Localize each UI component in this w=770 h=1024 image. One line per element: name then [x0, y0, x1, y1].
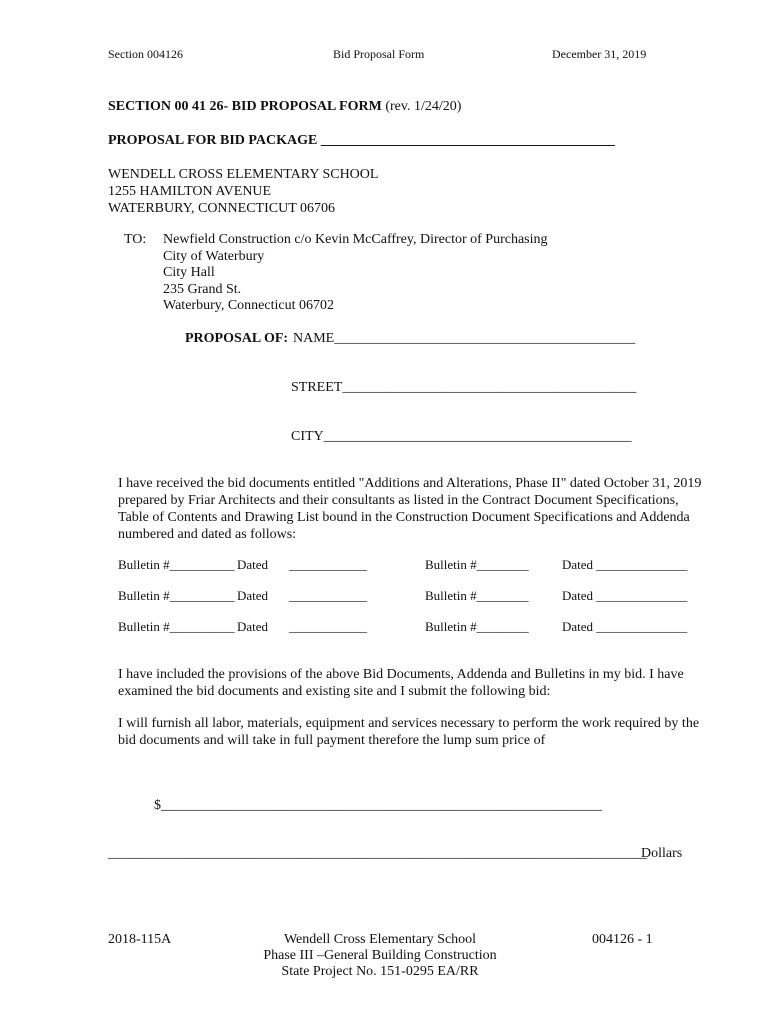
bulletin-row-2-date-field[interactable]: ____________ [289, 588, 367, 603]
footer-center-line-1: Wendell Cross Elementary School [283, 932, 477, 947]
header-form-name: Bid Proposal Form [333, 47, 425, 61]
footer-page-number: 004126 - 1 [592, 932, 653, 947]
dollars-written-field[interactable]: _____________________________________________________________________________ [108, 846, 647, 861]
bulletin-row-2-left[interactable]: Bulletin #__________ [118, 588, 235, 603]
to-label: TO: [124, 232, 147, 247]
project-address-line-3: WATERBURY, CONNECTICUT 06706 [108, 201, 336, 216]
included-paragraph: I have included the provisions of the above Bid Documents, Addenda and Bulletins in my bid. I have examined the bid documents and existing site and I submit the following bid: [118, 667, 684, 699]
bulletin-row-2-right-dated[interactable]: Dated ______________ [562, 588, 688, 603]
received-paragraph: I have received the bid documents entitled "Additions and Alterations, Phase II" dated October 31, 2019 prepared by Friar Architects and their consultants as listed in the Contract Document Specifications, Table of Contents and Drawing List bound in the Construction Document Specifications and Addenda numbered and dated as follows: [118, 476, 702, 542]
amount-field[interactable]: $_______________________________________________________________ [154, 798, 602, 813]
proposal-of-label: PROPOSAL OF: [185, 331, 289, 346]
city-field[interactable]: CITY____________________________________________ [291, 429, 632, 444]
bulletin-row-3-left[interactable]: Bulletin #__________ [118, 619, 235, 634]
bulletin-row-1-left[interactable]: Bulletin #__________ [118, 557, 235, 572]
bid-package-line: PROPOSAL FOR BID PACKAGE __________________________________________ [108, 133, 615, 148]
footer-center-line-2: Phase III –General Building Construction [263, 948, 497, 963]
bulletin-row-2-right[interactable]: Bulletin #________ [425, 588, 529, 603]
bulletin-row-3-dated: Dated [237, 619, 269, 634]
bulletin-row-3-date-field[interactable]: ____________ [289, 619, 367, 634]
bulletin-row-1-date-field[interactable]: ____________ [289, 557, 367, 572]
to-line-1: Newfield Construction c/o Kevin McCaffrey, Director of Purchasing [163, 232, 548, 247]
footer-project-number: 2018-115A [108, 932, 172, 947]
bulletin-row-3-right-dated[interactable]: Dated ______________ [562, 619, 688, 634]
to-line-3: City Hall [163, 265, 215, 280]
header-section: Section 004126 [108, 47, 183, 61]
bulletin-row-2-dated: Dated [237, 588, 269, 603]
street-field[interactable]: STREET__________________________________________ [291, 380, 637, 395]
name-field[interactable]: NAME___________________________________________ [293, 331, 636, 346]
to-line-2: City of Waterbury [163, 249, 265, 264]
project-address-line-2: 1255 HAMILTON AVENUE [108, 184, 272, 199]
bulletin-row-1-dated: Dated [237, 557, 269, 572]
bulletin-row-1-right[interactable]: Bulletin #________ [425, 557, 529, 572]
page-title [108, 98, 461, 115]
bulletin-row-1-right-dated[interactable]: Dated ______________ [562, 557, 688, 572]
project-address-line-1: WENDELL CROSS ELEMENTARY SCHOOL [108, 167, 379, 182]
title-main: SECTION 00 41 26- BID PROPOSAL FORM [108, 99, 382, 114]
header-date: December 31, 2019 [552, 47, 647, 61]
to-line-4: 235 Grand St. [163, 282, 242, 297]
footer-center-line-3: State Project No. 151-0295 EA/RR [281, 964, 479, 979]
title-rev: (rev. 1/24/20) [385, 99, 462, 114]
dollars-label: Dollars [641, 846, 683, 861]
bulletin-row-3-right[interactable]: Bulletin #________ [425, 619, 529, 634]
furnish-paragraph: I will furnish all labor, materials, equipment and services necessary to perform the work required by the bid documents and will take in full payment therefore the lump sum price of [118, 716, 700, 748]
to-line-5: Waterbury, Connecticut 06702 [163, 298, 334, 313]
